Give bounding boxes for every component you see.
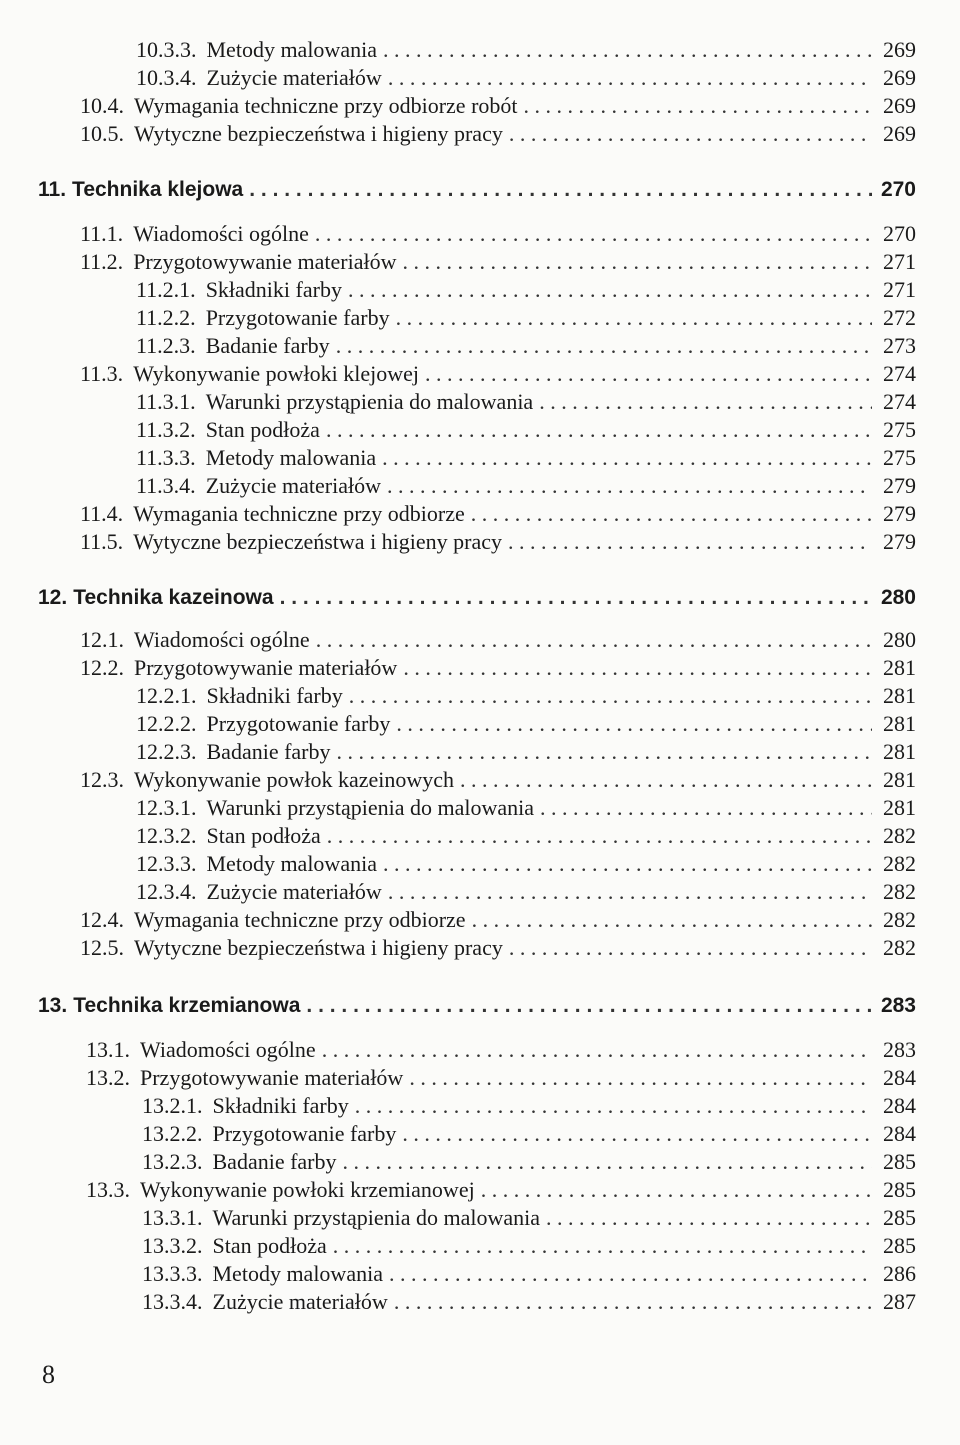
toc-number: 10.3.3. xyxy=(136,37,197,62)
toc-page: 271 xyxy=(883,277,916,302)
dot-leader xyxy=(546,1204,872,1232)
toc-number: 12.5. xyxy=(80,935,124,960)
dot-leader xyxy=(409,1064,872,1092)
toc-number: 13.2.1. xyxy=(142,1093,203,1118)
toc-number: 13.2.2. xyxy=(142,1121,203,1146)
toc-page: 279 xyxy=(883,529,916,554)
toc-title: Przygotowywanie materiałów xyxy=(140,1065,404,1090)
toc-chapter xyxy=(38,176,916,204)
toc-title: Zużycie materiałów xyxy=(206,879,382,904)
toc-title: Warunki przystąpienia do malowania xyxy=(205,389,534,414)
dot-leader xyxy=(322,1036,872,1064)
toc-number: 12.2.1. xyxy=(136,683,197,708)
toc-title: Wiadomości ogólne xyxy=(134,627,310,652)
toc-title: Wytyczne bezpieczeństwa i higieny pracy xyxy=(134,121,503,146)
dot-leader xyxy=(389,1260,872,1288)
toc-number: 12.2.2. xyxy=(136,711,197,736)
toc-entry xyxy=(80,654,916,682)
toc-chapter xyxy=(38,584,916,612)
toc-entry xyxy=(142,1120,916,1148)
dot-leader xyxy=(336,332,872,360)
toc-entry xyxy=(136,710,916,738)
dot-leader xyxy=(388,878,872,906)
toc-page: 282 xyxy=(883,907,916,932)
toc-entry xyxy=(80,248,916,276)
toc-number: 11.2.3. xyxy=(136,333,196,358)
toc-entry xyxy=(80,528,916,556)
toc-page: 269 xyxy=(883,93,916,118)
toc-title: Składniki farby xyxy=(205,277,342,302)
toc-entry xyxy=(136,64,916,92)
dot-leader xyxy=(249,176,872,204)
toc-number: 10.5. xyxy=(80,121,124,146)
toc-entry xyxy=(142,1148,916,1176)
toc-entry xyxy=(136,794,916,822)
toc-entry xyxy=(136,416,916,444)
toc-title: Metody malowania xyxy=(206,37,377,62)
toc-entry xyxy=(80,360,916,388)
dot-leader xyxy=(337,738,873,766)
toc-number: 12.1. xyxy=(80,627,124,652)
toc-page: 270 xyxy=(880,178,916,201)
dot-leader xyxy=(524,92,872,120)
toc-number: 13.2.3. xyxy=(142,1149,203,1174)
dot-leader xyxy=(333,1232,872,1260)
toc-title: Warunki przystąpienia do malowania xyxy=(212,1205,541,1230)
dot-leader xyxy=(388,64,872,92)
toc-page: 284 xyxy=(883,1121,916,1146)
toc-entry xyxy=(80,906,916,934)
toc-number: 12.3.3. xyxy=(136,851,197,876)
toc-number: 11.1. xyxy=(80,221,124,246)
toc-page: 287 xyxy=(883,1289,916,1314)
toc-number: 12.2.3. xyxy=(136,739,197,764)
dot-leader xyxy=(460,766,872,794)
dot-leader xyxy=(425,360,872,388)
toc-title: Metody malowania xyxy=(205,445,377,470)
toc-page: 282 xyxy=(883,935,916,960)
toc-number: 13.1. xyxy=(86,1037,130,1062)
toc-title: Wiadomości ogólne xyxy=(133,221,309,246)
toc-title: Wykonywanie powłok kazeinowych xyxy=(134,767,455,792)
toc-entry xyxy=(136,850,916,878)
toc-entry xyxy=(136,682,916,710)
toc-title: Technika kazeinowa xyxy=(73,586,274,609)
toc-title: Badanie farby xyxy=(206,739,331,764)
toc-number: 10.4. xyxy=(80,93,124,118)
toc-number: 13.3.4. xyxy=(142,1289,203,1314)
toc-entry xyxy=(136,822,916,850)
dot-leader xyxy=(540,794,872,822)
dot-leader xyxy=(481,1176,872,1204)
toc-entry xyxy=(136,276,916,304)
toc-page: 283 xyxy=(880,994,916,1017)
toc-entry xyxy=(142,1232,916,1260)
dot-leader xyxy=(327,822,872,850)
toc-page: 272 xyxy=(883,305,916,330)
toc-chapter xyxy=(38,992,916,1020)
toc-title: Badanie farby xyxy=(205,333,330,358)
toc-page: 270 xyxy=(883,221,916,246)
toc-page: 273 xyxy=(883,333,916,358)
toc-number: 13.3.1. xyxy=(142,1205,203,1230)
toc-title: Wymagania techniczne przy odbiorze xyxy=(134,907,466,932)
toc-page: 269 xyxy=(883,121,916,146)
toc-entry xyxy=(142,1204,916,1232)
toc-page: 282 xyxy=(883,851,916,876)
toc-page: 285 xyxy=(883,1149,916,1174)
toc-entry xyxy=(136,444,916,472)
dot-leader xyxy=(343,1148,873,1176)
dot-leader xyxy=(508,528,872,556)
toc-entry xyxy=(80,220,916,248)
toc-title: Przygotowywanie materiałów xyxy=(134,655,398,680)
dot-leader xyxy=(315,220,872,248)
toc-entry xyxy=(80,120,916,148)
toc-entry xyxy=(80,934,916,962)
toc-entry xyxy=(86,1064,916,1092)
toc-entry xyxy=(80,766,916,794)
toc-entry xyxy=(142,1260,916,1288)
toc-page: 281 xyxy=(883,739,916,764)
toc-entry xyxy=(80,92,916,120)
dot-leader xyxy=(280,584,872,612)
toc-title: Przygotowanie farby xyxy=(205,305,390,330)
toc-title: Wiadomości ogólne xyxy=(140,1037,316,1062)
toc-entry xyxy=(86,1176,916,1204)
toc-number: 12.3.1. xyxy=(136,795,197,820)
dot-leader xyxy=(403,248,873,276)
toc-page: 284 xyxy=(883,1093,916,1118)
toc-page: 285 xyxy=(883,1205,916,1230)
toc-number: 11.3. xyxy=(80,361,124,386)
dot-leader xyxy=(396,304,872,332)
toc-number: 13.3.3. xyxy=(142,1261,203,1286)
dot-leader xyxy=(383,36,872,64)
dot-leader xyxy=(394,1288,872,1316)
toc-title: Przygotowanie farby xyxy=(206,711,391,736)
toc-page: 284 xyxy=(883,1065,916,1090)
toc-number: 12.3.2. xyxy=(136,823,197,848)
toc-entry xyxy=(142,1092,916,1120)
toc-title: Technika krzemianowa xyxy=(73,994,301,1017)
dot-leader xyxy=(539,388,872,416)
toc-number: 13.2. xyxy=(86,1065,130,1090)
dot-leader xyxy=(509,120,872,148)
dot-leader xyxy=(383,850,872,878)
toc-page: 275 xyxy=(883,417,916,442)
toc-title: Wymagania techniczne przy odbiorze robót xyxy=(134,93,518,118)
toc-number: 11.2.2. xyxy=(136,305,196,330)
toc-title: Wytyczne bezpieczeństwa i higieny pracy xyxy=(134,935,503,960)
toc-title: Metody malowania xyxy=(206,851,377,876)
toc-page: 280 xyxy=(883,627,916,652)
toc-entry xyxy=(142,1288,916,1316)
toc-title: Przygotowanie farby xyxy=(212,1121,397,1146)
toc-title: Technika klejowa xyxy=(72,178,244,201)
toc-title: Zużycie materiałów xyxy=(212,1289,388,1314)
toc-title: Warunki przystąpienia do malowania xyxy=(206,795,535,820)
toc-page: 281 xyxy=(883,655,916,680)
toc-number: 12.3.4. xyxy=(136,879,197,904)
toc-page: 285 xyxy=(883,1177,916,1202)
toc-page: 274 xyxy=(883,361,916,386)
dot-leader xyxy=(355,1092,872,1120)
toc-page: 271 xyxy=(883,249,916,274)
toc-page: 269 xyxy=(883,65,916,90)
toc-page: 274 xyxy=(883,389,916,414)
dot-leader xyxy=(306,992,872,1020)
toc-page: 281 xyxy=(883,767,916,792)
toc-number: 11.3.4. xyxy=(136,473,196,498)
toc-entry xyxy=(80,626,916,654)
toc-number: 12. xyxy=(38,586,68,609)
toc-title: Zużycie materiałów xyxy=(206,65,382,90)
toc-number: 11.4. xyxy=(80,501,124,526)
dot-leader xyxy=(349,682,872,710)
toc-number: 11.2. xyxy=(80,249,124,274)
toc-page: 285 xyxy=(883,1233,916,1258)
toc-number: 11.3.2. xyxy=(136,417,196,442)
toc-page: 281 xyxy=(883,795,916,820)
toc-page: 282 xyxy=(883,879,916,904)
toc-number: 11.3.1. xyxy=(136,389,196,414)
toc-title: Składniki farby xyxy=(206,683,343,708)
toc-number: 12.4. xyxy=(80,907,124,932)
toc-number: 11.2.1. xyxy=(136,277,196,302)
toc-title: Stan podłoża xyxy=(212,1233,327,1258)
dot-leader xyxy=(402,1120,872,1148)
toc-entry xyxy=(136,472,916,500)
toc-page: 280 xyxy=(880,586,916,609)
toc-page: 275 xyxy=(883,445,916,470)
toc-title: Stan podłoża xyxy=(206,823,321,848)
dot-leader xyxy=(472,906,872,934)
toc-number: 13.3.2. xyxy=(142,1233,203,1258)
toc-entry xyxy=(136,878,916,906)
toc-entry xyxy=(136,332,916,360)
toc-page: 269 xyxy=(883,37,916,62)
toc-title: Metody malowania xyxy=(212,1261,383,1286)
toc-title: Stan podłoża xyxy=(205,417,320,442)
toc-page: 279 xyxy=(883,501,916,526)
toc-number: 10.3.4. xyxy=(136,65,197,90)
toc-title: Wykonywanie powłoki klejowej xyxy=(133,361,420,386)
dot-leader xyxy=(509,934,872,962)
dot-leader xyxy=(316,626,872,654)
toc-entry xyxy=(136,304,916,332)
toc-page: 286 xyxy=(883,1261,916,1286)
toc-number: 12.3. xyxy=(80,767,124,792)
toc-page: 279 xyxy=(883,473,916,498)
toc-page: 283 xyxy=(883,1037,916,1062)
toc-title: Zużycie materiałów xyxy=(205,473,381,498)
toc-title: Wymagania techniczne przy odbiorze xyxy=(133,501,465,526)
dot-leader xyxy=(403,654,872,682)
dot-leader xyxy=(387,472,872,500)
toc-page: 281 xyxy=(883,711,916,736)
dot-leader xyxy=(382,444,872,472)
toc-page: 281 xyxy=(883,683,916,708)
dot-leader xyxy=(471,500,872,528)
toc-title: Wytyczne bezpieczeństwa i higieny pracy xyxy=(133,529,503,554)
toc-number: 11. xyxy=(38,178,67,201)
toc-title: Składniki farby xyxy=(212,1093,349,1118)
toc-number: 11.3.3. xyxy=(136,445,196,470)
toc-page: 282 xyxy=(883,823,916,848)
toc-entry xyxy=(136,388,916,416)
toc-title: Badanie farby xyxy=(212,1149,337,1174)
toc-number: 11.5. xyxy=(80,529,124,554)
dot-leader xyxy=(396,710,872,738)
toc-entry xyxy=(136,738,916,766)
toc-entry xyxy=(86,1036,916,1064)
toc-number: 12.2. xyxy=(80,655,124,680)
toc-entry xyxy=(80,500,916,528)
toc-title: Przygotowywanie materiałów xyxy=(133,249,397,274)
dot-leader xyxy=(348,276,872,304)
toc-entry xyxy=(136,36,916,64)
page-number: 8 xyxy=(42,1360,55,1389)
toc-title: Wykonywanie powłoki krzemianowej xyxy=(140,1177,475,1202)
toc-number: 13.3. xyxy=(86,1177,130,1202)
dot-leader xyxy=(326,416,872,444)
toc-number: 13. xyxy=(38,994,68,1017)
